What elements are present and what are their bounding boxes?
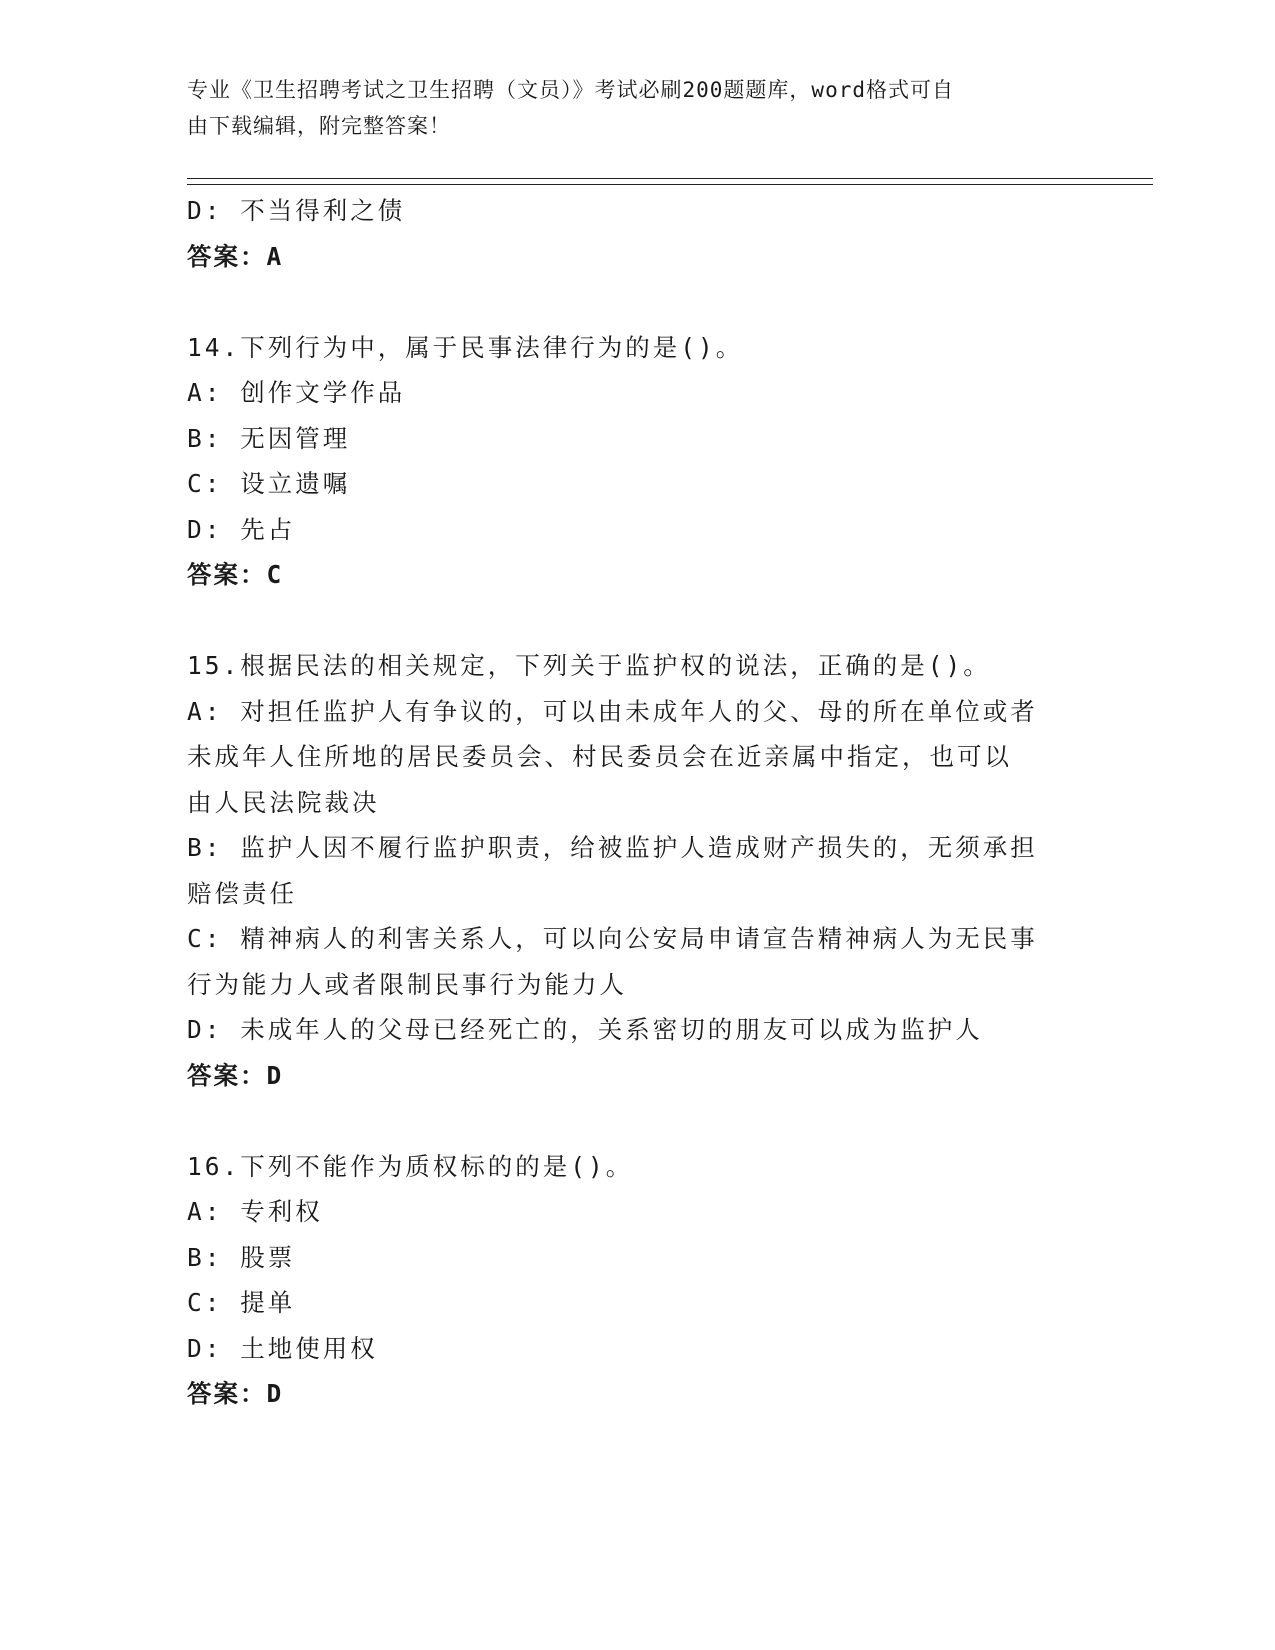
document-header	[187, 72, 1067, 144]
option-c: C: 设立遗嘱	[187, 469, 351, 498]
option-c-line-1: C: 精神病人的利害关系人，可以向公安局申请宣告精神病人为无民事	[187, 924, 1038, 953]
question-stem: 14.下列行为中，属于民事法律行为的是()。	[187, 332, 744, 362]
option-b: B: 股票	[187, 1242, 296, 1272]
question-15	[187, 643, 1087, 1098]
header-line-1: 专业《卫生招聘考试之卫生招聘（文员）》考试必刷200题题库，word格式可自	[187, 78, 954, 102]
carryover-option-d: D: 不当得利之债	[187, 196, 406, 225]
question-stem: 16.下列不能作为质权标的的是()。	[187, 1151, 634, 1181]
option-d: D: 土地使用权	[187, 1333, 378, 1363]
spacer	[187, 1098, 1087, 1144]
option-b-line-1: B: 监护人因不履行监护职责，给被监护人造成财产损失的，无须承担	[187, 833, 1038, 862]
option-c: C: 提单	[187, 1288, 296, 1317]
option-a-line-2: 未成年人住所地的居民委员会、村民委员会在近亲属中指定，也可以	[187, 742, 1012, 771]
option-a: A: 专利权	[187, 1197, 323, 1226]
spacer	[187, 598, 1087, 644]
answer: 答案：C	[187, 560, 284, 589]
carryover-answer: 答案：A	[187, 241, 284, 271]
option-d: D: 未成年人的父母已经死亡的，关系密切的朋友可以成为监护人	[187, 1015, 983, 1044]
option-a-line-1: A: 对担任监护人有争议的，可以由未成年人的父、母的所在单位或者	[187, 696, 1038, 726]
option-c-line-2: 行为能力人或者限制民事行为能力人	[187, 969, 627, 999]
option-a: A: 创作文学作品	[187, 378, 406, 407]
answer: 答案：D	[187, 1379, 284, 1408]
header-line-2: 由下载编辑，附完整答案！	[187, 114, 451, 138]
option-b-line-2: 赔偿责任	[187, 878, 297, 908]
answer: 答案：D	[187, 1060, 284, 1090]
question-16	[187, 1144, 1087, 1417]
option-b: B: 无因管理	[187, 423, 351, 453]
spacer	[187, 279, 1087, 325]
option-a-line-3: 由人民法院裁决	[187, 787, 380, 817]
question-stem: 15.根据民法的相关规定，下列关于监护权的说法，正确的是()。	[187, 651, 991, 680]
option-d: D: 先占	[187, 514, 296, 544]
question-14	[187, 325, 1087, 598]
document-body	[187, 188, 1087, 1417]
header-divider-top	[187, 178, 1153, 179]
header-divider-bottom	[187, 184, 1153, 185]
